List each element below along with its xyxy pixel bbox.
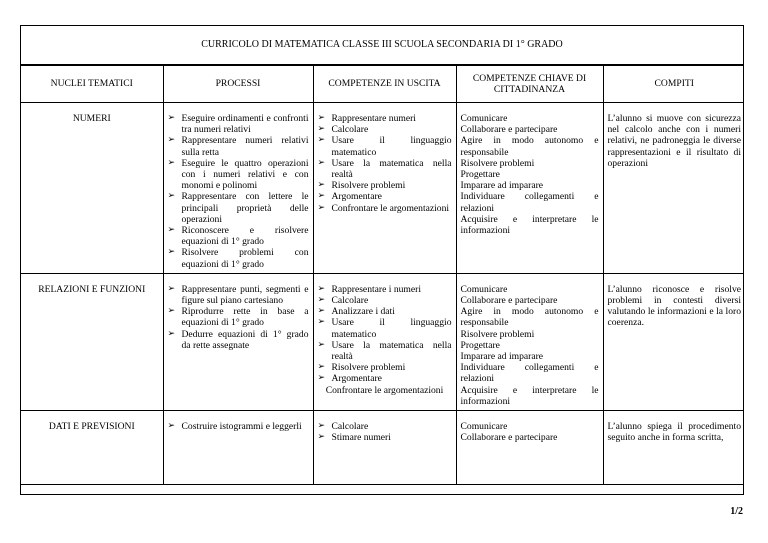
header-competenze: COMPETENZE IN USCITA [313, 66, 456, 103]
chiave-item: Comunicare [460, 421, 508, 433]
competenze-cell [313, 273, 456, 410]
processi-list [168, 284, 309, 351]
nucleo-cell: RELAZIONI E FUNZIONI [21, 273, 163, 410]
list-item: ➢ Rappresentare con lettere le principali proprietà delle operazioni [168, 191, 309, 225]
list-item: ➢ Eseguire ordinamenti e confronti tra numeri relativi [168, 113, 309, 135]
list-item: ➢ Calcolare [318, 124, 452, 135]
list-item: ➢ Rappresentare numeri relativi sulla retta [168, 135, 309, 157]
header-compiti: COMPITI [603, 66, 744, 103]
document-title: CURRICOLO DI MATEMATICA CLASSE III SCUOLA SECONDARIA DI 1° GRADO [21, 26, 743, 65]
chiave-item: Risolvere problemi [460, 157, 535, 169]
curriculum-table [21, 65, 744, 485]
processi-cell [163, 273, 313, 410]
chiave-item: Collaborare e partecipare [460, 124, 558, 136]
list-item: ➢ Usare il linguaggio matematico [318, 135, 452, 157]
chiave-item: Comunicare [460, 113, 508, 124]
list-item: ➢ Risolvere problemi [318, 180, 452, 191]
list-item: ➢ Risolvere problemi [318, 362, 452, 373]
chiave-item: Agire in modo autonomo e responsabile [460, 306, 599, 329]
page-number: 1/2 [730, 506, 743, 517]
table-row [21, 273, 744, 410]
header-row [21, 66, 744, 103]
chiave-item: Individuare collegamenti e relazioni [460, 362, 599, 385]
chiave-item: Collaborare e partecipare [460, 295, 558, 307]
chiave-item: Progettare [460, 169, 500, 181]
header-processi: PROCESSI [163, 66, 313, 103]
processi-list [168, 421, 309, 432]
chiave-item: Agire in modo autonomo e responsabile [460, 135, 599, 158]
chiave-item: Comunicare [460, 283, 508, 295]
processi-cell [163, 103, 313, 274]
table-row [21, 411, 744, 485]
table-row [21, 103, 744, 274]
processi-list [168, 113, 309, 270]
list-item: ➢ Riprodurre rette in base a equazioni di 1° grado [168, 306, 309, 328]
chiave-cell [456, 103, 603, 274]
nucleo-cell: DATI E PREVISIONI [21, 411, 163, 485]
header-chiave: COMPETENZE CHIAVE DI CITTADINANZA [456, 66, 603, 103]
chiave-item: Risolvere problemi [460, 328, 535, 340]
list-item: ➢ Argomentare [318, 191, 452, 202]
competenze-cell [313, 411, 456, 485]
list-item: ➢ Costruire istogrammi e leggerli [168, 421, 309, 432]
list-item: ➢ Argomentare [318, 373, 452, 384]
document-page [20, 25, 744, 495]
list-item: ➢ Usare la matematica nella realtà [318, 340, 452, 362]
list-item: ➢ Riconoscere e risolvere equazioni di 1° grado [168, 225, 309, 247]
list-item: ➢ Usare la matematica nella realtà [318, 158, 452, 180]
list-item: ➢ Rappresentare punti, segmenti e figure sul piano cartesiano [168, 284, 309, 306]
list-item: ➢ Stimare numeri [318, 432, 452, 443]
competenze-list [318, 421, 452, 443]
chiave-item: Imparare ad imparare [460, 180, 544, 192]
chiave-item: Imparare ad imparare [460, 351, 544, 363]
chiave-cell [456, 411, 603, 485]
chiave-item: Collaborare e partecipare [460, 432, 558, 444]
nucleo-cell: NUMERI [21, 103, 163, 274]
chiave-item: Individuare collegamenti e relazioni [460, 191, 599, 214]
list-item: ➢ Confrontare le argomentazioni [318, 203, 452, 214]
header-nuclei: NUCLEI TEMATICI [21, 66, 163, 103]
processi-cell [163, 411, 313, 485]
chiave-item: Acquisire e interpretare le informazioni [460, 384, 599, 407]
list-item: ➢ Rappresentare i numeri [318, 284, 452, 295]
list-item: ➢ Risolvere problemi con equazioni di 1° grado [168, 247, 309, 269]
list-item: ➢ Analizzare i dati [318, 306, 452, 317]
chiave-item: Acquisire e interpretare le informazioni [460, 213, 599, 237]
competenze-extra-text: Confrontare le argomentazioni [325, 384, 444, 396]
list-item: ➢ Rappresentare numeri [318, 113, 452, 124]
list-item: ➢ Eseguire le quattro operazioni con i numeri relativi e con monomi e polinomi [168, 158, 309, 192]
compiti-cell: L’alunno riconosce e risolve problemi in contesti diversi valutando le informazioni e la loro coerenza. [603, 273, 744, 410]
competenze-cell [313, 103, 456, 274]
chiave-cell [456, 273, 603, 410]
list-item: ➢ Calcolare [318, 295, 452, 306]
list-item: ➢ Dedurre equazioni di 1° grado da rette assegnate [168, 329, 309, 351]
compiti-cell: L’alunno si muove con sicurezza nel calcolo anche con i numeri relativi, ne padroneggia le diverse rappresentazioni e il risultato di operazioni [603, 103, 744, 274]
chiave-item: Progettare [460, 339, 500, 351]
list-item: ➢ Usare il linguaggio matematico [318, 317, 452, 339]
list-item: ➢ Calcolare [318, 421, 452, 432]
competenze-list [318, 284, 452, 385]
competenze-list [318, 113, 452, 214]
compiti-cell: L’alunno spiega il procedimento seguito anche in forma scritta, [603, 411, 744, 485]
